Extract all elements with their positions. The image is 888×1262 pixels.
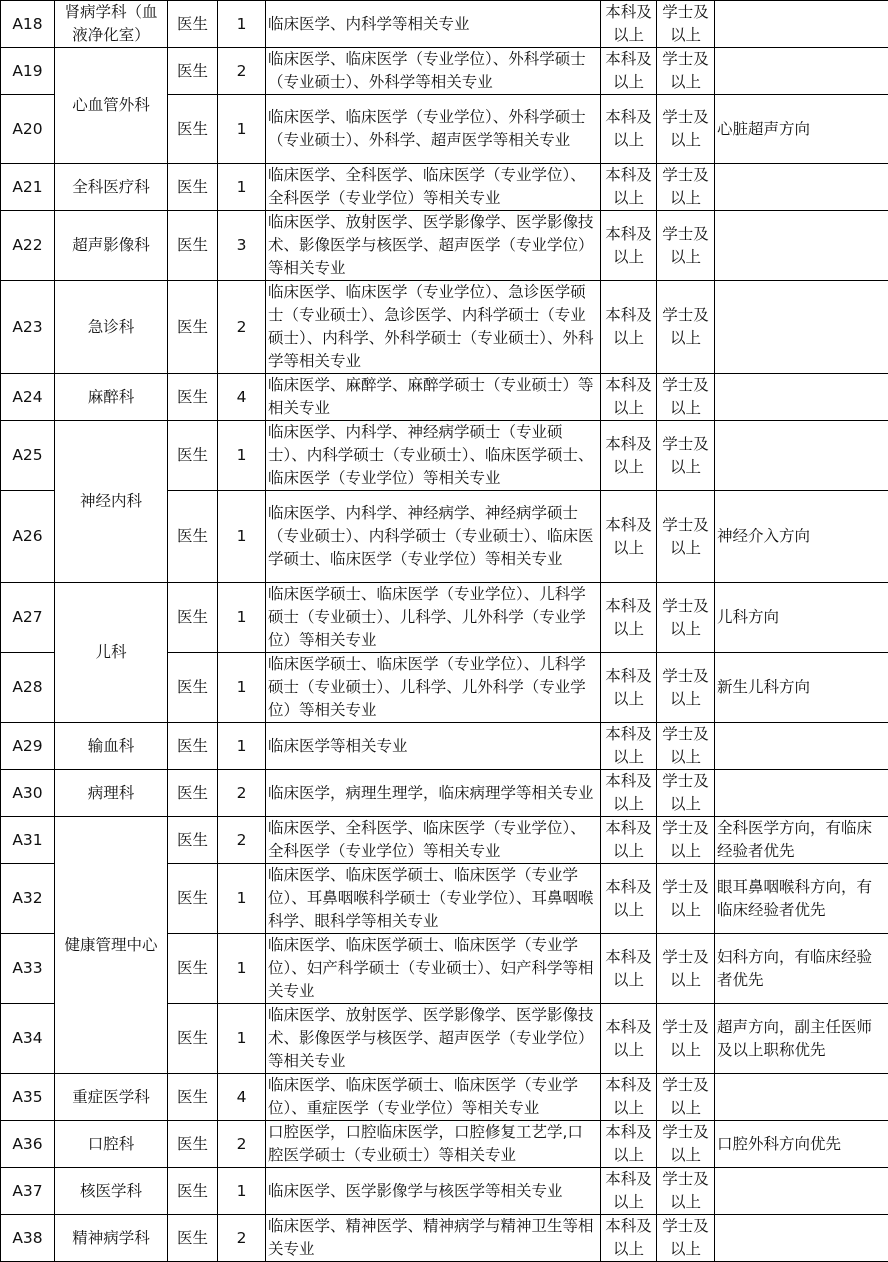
position-code: A28	[1, 653, 55, 723]
position-code: A25	[1, 421, 55, 491]
post: 医生	[168, 864, 218, 934]
major: 口腔医学，口腔临床医学，口腔修复工艺学,口腔医学硕士（专业硕士）等相关专业	[266, 1121, 601, 1168]
degree: 学士及以上	[657, 211, 715, 281]
major: 临床医学、内科学等相关专业	[266, 1, 601, 48]
major: 临床医学、临床医学（专业学位）、急诊医学硕士（专业硕士）、急诊医学、内科学硕士（专业硕士）、内科学、外科学硕士（专业硕士）、外科学等相关专业	[266, 281, 601, 374]
major: 临床医学等相关专业	[266, 723, 601, 770]
headcount: 2	[218, 48, 266, 95]
position-code: A38	[1, 1215, 55, 1262]
degree: 学士及以上	[657, 1, 715, 48]
post: 医生	[168, 1215, 218, 1262]
headcount: 1	[218, 583, 266, 653]
post: 医生	[168, 723, 218, 770]
education: 本科及以上	[601, 211, 657, 281]
table-row	[1, 817, 888, 864]
headcount: 1	[218, 1004, 266, 1074]
degree: 学士及以上	[657, 164, 715, 211]
note	[715, 374, 888, 421]
major: 临床医学、放射医学、医学影像学、医学影像技术、影像医学与核医学、超声医学（专业学位）等相关专业	[266, 211, 601, 281]
post: 医生	[168, 1121, 218, 1168]
education: 本科及以上	[601, 1, 657, 48]
department: 精神病学科	[55, 1215, 168, 1262]
major: 临床医学硕士、临床医学（专业学位）、儿科学硕士（专业硕士）、儿科学、儿外科学（专业学位）等相关专业	[266, 583, 601, 653]
headcount: 1	[218, 1168, 266, 1215]
note: 心脏超声方向	[715, 95, 888, 164]
note: 眼耳鼻咽喉科方向，有临床经验者优先	[715, 864, 888, 934]
note	[715, 1215, 888, 1262]
position-code: A32	[1, 864, 55, 934]
headcount: 1	[218, 934, 266, 1004]
headcount: 3	[218, 211, 266, 281]
major: 临床医学，病理生理学，临床病理学等相关专业	[266, 770, 601, 817]
degree: 学士及以上	[657, 491, 715, 583]
education: 本科及以上	[601, 1074, 657, 1121]
table-row	[1, 1074, 888, 1121]
headcount: 2	[218, 1215, 266, 1262]
position-code: A24	[1, 374, 55, 421]
degree: 学士及以上	[657, 653, 715, 723]
degree: 学士及以上	[657, 723, 715, 770]
education: 本科及以上	[601, 164, 657, 211]
department: 急诊科	[55, 281, 168, 374]
degree: 学士及以上	[657, 770, 715, 817]
department: 神经内科	[55, 421, 168, 583]
position-code: A26	[1, 491, 55, 583]
education: 本科及以上	[601, 48, 657, 95]
post: 医生	[168, 1004, 218, 1074]
department: 麻醉科	[55, 374, 168, 421]
department: 口腔科	[55, 1121, 168, 1168]
table-row	[1, 421, 888, 491]
major: 临床医学、临床医学（专业学位）、外科学硕士（专业硕士）、外科学等相关专业	[266, 48, 601, 95]
headcount: 2	[218, 281, 266, 374]
department: 输血科	[55, 723, 168, 770]
post: 医生	[168, 583, 218, 653]
note: 妇科方向，有临床经验者优先	[715, 934, 888, 1004]
education: 本科及以上	[601, 421, 657, 491]
note: 新生儿科方向	[715, 653, 888, 723]
position-code: A30	[1, 770, 55, 817]
degree: 学士及以上	[657, 1215, 715, 1262]
table-row	[1, 1215, 888, 1262]
department: 超声影像科	[55, 211, 168, 281]
post: 医生	[168, 164, 218, 211]
post: 医生	[168, 1168, 218, 1215]
headcount: 1	[218, 864, 266, 934]
education: 本科及以上	[601, 1168, 657, 1215]
position-code: A37	[1, 1168, 55, 1215]
post: 医生	[168, 491, 218, 583]
headcount: 1	[218, 1, 266, 48]
degree: 学士及以上	[657, 1168, 715, 1215]
note	[715, 1168, 888, 1215]
headcount: 1	[218, 164, 266, 211]
major: 临床医学、医学影像学与核医学等相关专业	[266, 1168, 601, 1215]
position-code: A31	[1, 817, 55, 864]
degree: 学士及以上	[657, 1121, 715, 1168]
table-row	[1, 1, 888, 48]
headcount: 2	[218, 817, 266, 864]
major: 临床医学、全科医学、临床医学（专业学位）、全科医学（专业学位）等相关专业	[266, 164, 601, 211]
degree: 学士及以上	[657, 374, 715, 421]
note	[715, 723, 888, 770]
major: 临床医学、内科学、神经病学、神经病学硕士（专业硕士）、内科学硕士（专业硕士）、临床医学硕士、临床医学（专业学位）等相关专业	[266, 491, 601, 583]
major: 临床医学、临床医学硕士、临床医学（专业学位）、耳鼻咽喉科学硕士（专业学位）、耳鼻咽喉科学、眼科学等相关专业	[266, 864, 601, 934]
major: 临床医学、精神医学、精神病学与精神卫生等相关专业	[266, 1215, 601, 1262]
note	[715, 1074, 888, 1121]
position-code: A34	[1, 1004, 55, 1074]
headcount: 2	[218, 770, 266, 817]
position-code: A23	[1, 281, 55, 374]
position-code: A33	[1, 934, 55, 1004]
table-row	[1, 723, 888, 770]
headcount: 4	[218, 1074, 266, 1121]
table-row	[1, 1168, 888, 1215]
position-code: A29	[1, 723, 55, 770]
note: 超声方向，副主任医师及以上职称优先	[715, 1004, 888, 1074]
post: 医生	[168, 48, 218, 95]
note: 全科医学方向，有临床经验者优先	[715, 817, 888, 864]
table-row	[1, 1121, 888, 1168]
education: 本科及以上	[601, 374, 657, 421]
headcount: 1	[218, 421, 266, 491]
education: 本科及以上	[601, 770, 657, 817]
major: 临床医学、临床医学硕士、临床医学（专业学位）、妇产科学硕士（专业硕士）、妇产科学等相关专业	[266, 934, 601, 1004]
post: 医生	[168, 374, 218, 421]
degree: 学士及以上	[657, 95, 715, 164]
education: 本科及以上	[601, 653, 657, 723]
post: 医生	[168, 1, 218, 48]
note	[715, 164, 888, 211]
headcount: 1	[218, 491, 266, 583]
education: 本科及以上	[601, 583, 657, 653]
education: 本科及以上	[601, 723, 657, 770]
note: 口腔外科方向优先	[715, 1121, 888, 1168]
post: 医生	[168, 653, 218, 723]
degree: 学士及以上	[657, 48, 715, 95]
table-row	[1, 281, 888, 374]
note	[715, 281, 888, 374]
table-row	[1, 211, 888, 281]
position-code: A35	[1, 1074, 55, 1121]
note	[715, 211, 888, 281]
headcount: 4	[218, 374, 266, 421]
education: 本科及以上	[601, 1121, 657, 1168]
degree: 学士及以上	[657, 281, 715, 374]
post: 医生	[168, 421, 218, 491]
education: 本科及以上	[601, 817, 657, 864]
table-row	[1, 583, 888, 653]
degree: 学士及以上	[657, 1004, 715, 1074]
education: 本科及以上	[601, 934, 657, 1004]
education: 本科及以上	[601, 864, 657, 934]
department: 重症医学科	[55, 1074, 168, 1121]
major: 临床医学、麻醉学、麻醉学硕士（专业硕士）等相关专业	[266, 374, 601, 421]
position-code: A21	[1, 164, 55, 211]
note: 儿科方向	[715, 583, 888, 653]
major: 临床医学、临床医学（专业学位）、外科学硕士（专业硕士）、外科学、超声医学等相关专业	[266, 95, 601, 164]
position-code: A18	[1, 1, 55, 48]
note	[715, 48, 888, 95]
position-code: A27	[1, 583, 55, 653]
position-code: A19	[1, 48, 55, 95]
department: 儿科	[55, 583, 168, 723]
post: 医生	[168, 770, 218, 817]
education: 本科及以上	[601, 281, 657, 374]
degree: 学士及以上	[657, 421, 715, 491]
education: 本科及以上	[601, 95, 657, 164]
table-row	[1, 164, 888, 211]
post: 医生	[168, 817, 218, 864]
degree: 学士及以上	[657, 864, 715, 934]
department: 肾病学科（血液净化室）	[55, 1, 168, 48]
education: 本科及以上	[601, 491, 657, 583]
headcount: 1	[218, 95, 266, 164]
department: 病理科	[55, 770, 168, 817]
post: 医生	[168, 95, 218, 164]
headcount: 1	[218, 723, 266, 770]
major: 临床医学硕士、临床医学（专业学位）、儿科学硕士（专业硕士）、儿科学、儿外科学（专业学位）等相关专业	[266, 653, 601, 723]
degree: 学士及以上	[657, 817, 715, 864]
headcount: 2	[218, 1121, 266, 1168]
education: 本科及以上	[601, 1215, 657, 1262]
position-code: A20	[1, 95, 55, 164]
education: 本科及以上	[601, 1004, 657, 1074]
department: 全科医疗科	[55, 164, 168, 211]
department: 心血管外科	[55, 48, 168, 164]
major: 临床医学、临床医学硕士、临床医学（专业学位）、重症医学（专业学位）等相关专业	[266, 1074, 601, 1121]
headcount: 1	[218, 653, 266, 723]
degree: 学士及以上	[657, 1074, 715, 1121]
note: 神经介入方向	[715, 491, 888, 583]
post: 医生	[168, 281, 218, 374]
post: 医生	[168, 211, 218, 281]
table-row	[1, 770, 888, 817]
post: 医生	[168, 1074, 218, 1121]
note	[715, 421, 888, 491]
post: 医生	[168, 934, 218, 1004]
department: 核医学科	[55, 1168, 168, 1215]
major: 临床医学、全科医学、临床医学（专业学位）、全科医学（专业学位）等相关专业	[266, 817, 601, 864]
degree: 学士及以上	[657, 583, 715, 653]
note	[715, 770, 888, 817]
table-row	[1, 48, 888, 95]
department: 健康管理中心	[55, 817, 168, 1074]
major: 临床医学、放射医学、医学影像学、医学影像技术、影像医学与核医学、超声医学（专业学位）等相关专业	[266, 1004, 601, 1074]
degree: 学士及以上	[657, 934, 715, 1004]
major: 临床医学、内科学、神经病学硕士（专业硕士）、内科学硕士（专业硕士）、临床医学硕士、临床医学（专业学位）等相关专业	[266, 421, 601, 491]
position-code: A22	[1, 211, 55, 281]
position-code: A36	[1, 1121, 55, 1168]
table-row	[1, 374, 888, 421]
note	[715, 1, 888, 48]
